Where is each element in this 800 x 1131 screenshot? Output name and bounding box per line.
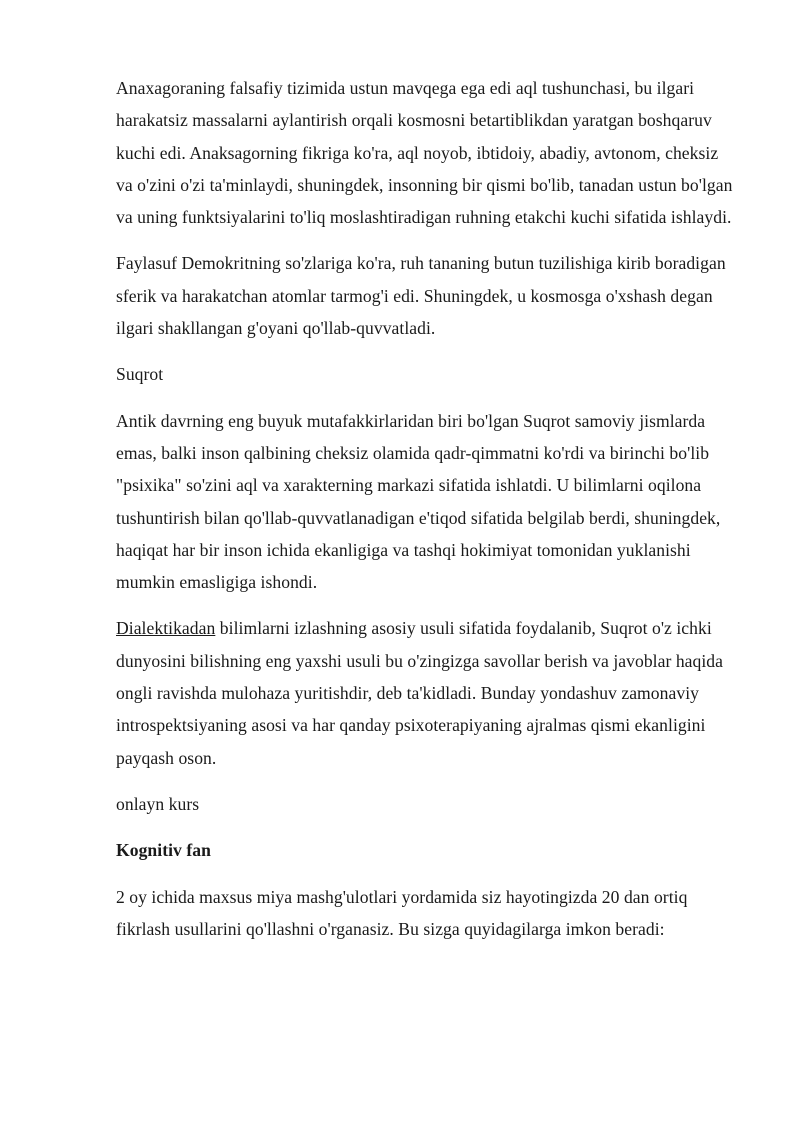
course-heading: Kognitiv fan (116, 840, 211, 861)
paragraph-democritus: Faylasuf Demokritning so'zlariga ko'ra, ruh tananing butun tuzilishiga kirib boradigan sferik va harakatchan atomlar tarmog'i edi. Shuningdek, u kosmosga o'xshash degan ilgari shakllangan g'oyani qo'llab-quvvatladi. (116, 253, 726, 339)
paragraph-dialectics-text: bilimlarni izlashning asosiy usuli sifatida foydalanib, Suqrot o'z ichki dunyosini bilishning eng yaxshi usuli bu o'zingizga savollar berish va javoblar haqida ongli ravishda mulohaza yuritishdir, deb ta'kidladi. Bunday yondashuv zamonaviy introspektsiyaning asosi va har qanday psixoterapiyaning ajralmas qismi ekanligini payqash oson. (116, 618, 724, 768)
paragraph-anaxagoras: Anaxagoraning falsafiy tizimida ustun mavqega ega edi aql tushunchasi, bu ilgari harakatsiz massalarni aylantirish orqali kosmosni betartiblikdan yaratgan boshqaruv kuchi edi. Anaksagorning fikriga ko'ra, aql noyob, ibtidoiy, abadiy, avtonom, cheksiz va o'zini o'zi ta'minlaydi, shuningdek, insonning bir qismi bo'lib, tanadan ustun bo'lgan va uning funktsiyalarini to'liq moslashtiradigan ruhning etakchi kuchi sifatida ishlaydi. (116, 78, 733, 228)
online-course-label: onlayn kurs (116, 793, 200, 814)
document-body (116, 72, 736, 959)
paragraph-dialectics (116, 612, 736, 773)
paragraph-course-description: 2 oy ichida maxsus miya mashg'ulotlari yordamida siz hayotingizda 20 dan ortiq fikrlash usullarini qo'llashni o'rganasiz. Bu sizga quyidagilarga imkon beradi: (116, 886, 688, 939)
paragraph-socrates: Antik davrning eng buyuk mutafakkirlaridan biri bo'lgan Suqrot samoviy jismlarda emas, balki inson qalbining cheksiz olamida qadr-qimmatni ko'rdi va birinchi bo'lib "psixika" so'zini aql va xarakterning markazi sifatida ishlatdi. U bilimlarni oqilona tushuntirish bilan qo'llab-quvvatlanadigan e'tiqod sifatida belgilab berdi, shuningdek, haqiqat har bir inson ichida ekanligiga va tashqi hokimiyat tomonidan yuklanishi mumkin emasligiga ishondi. (116, 410, 721, 593)
dialektikadan-link[interactable]: Dialektikadan (116, 618, 216, 639)
section-label-suqrot: Suqrot (116, 364, 164, 385)
